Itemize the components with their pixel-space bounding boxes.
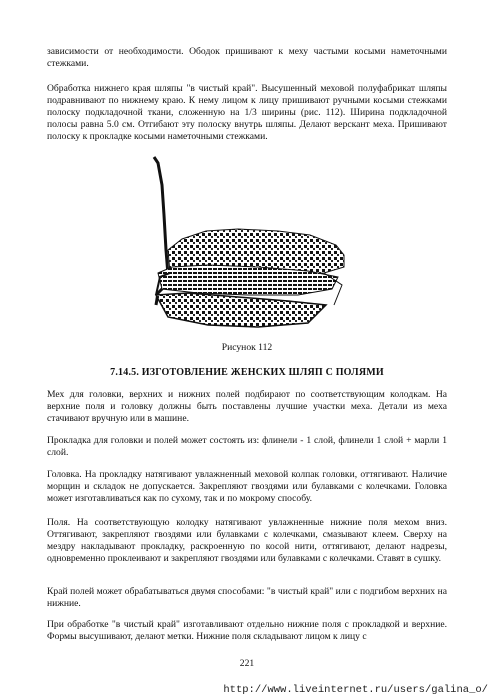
paragraph-crown: Головка. На прокладку натягивают увлажненный меховой колпак головки, оттягивают. Наличие морщин и складок не допускается. Закрепляют гвоздями или булавками с колечками. Головка может изготавливаться как по сухому, так и по мокрому способу. [47, 469, 447, 504]
page-number: 221 [239, 658, 255, 669]
paragraph-brim: Поля. На соответствующую колодку натягивают увлажненные нижние поля мехом вниз. Оттягивают, закрепляют гвоздями или булавками с колечками, смазывают клеем. Сверху на мездру накладывают прокладку, раскроенную по косой нити, оттягивают, делают надрезы, одновременно проклеивают и закрепляют гвоздями или булавками с колечками. Ставят в сушку. [47, 517, 447, 564]
paragraph-lining-layers: Прокладка для головки и полей может состоять из: флинели - 1 слой, флинели 1 слой + марли 1 слой. [47, 435, 447, 458]
paragraph-clean-edge: При обработке "в чистый край" изготавливают отдельно нижние поля с прокладкой и верхние. Формы высушивают, делают метки. Нижние поля складывают лицом к лицу с [47, 619, 447, 642]
paragraph-fur-selection: Мех для головки, верхних и нижних полей подбирают по соответствующим колодкам. На верхние поля и головку должны быть поставлены лучшие участки меха. Детали из меха стачивают вручную или в машине. [47, 389, 447, 424]
paragraph-hem-finishing: Обработка нижнего края шляпы "в чистый край". Высушенный меховой полуфабрикат шляпы подравнивают по нижнему краю. К нему лицом к лицу пришивают ручными косыми стежками полоску подкладочной ткани, сложенную на 1/3 ширины (рис. 112). Ширина подкладочной полосы равна 5.0 см. Отгибают эту полоску внутрь шляпы. Делают верскант меха. Пришивают полоску к прокладке косыми наметочными стежками. [47, 83, 447, 142]
paragraph-brim-edge: Край полей может обрабатываться двумя способами: "в чистый край" или с подгибом верхних на нижние. [47, 586, 447, 609]
figure-112-illustration [148, 155, 353, 335]
figure-caption: Рисунок 112 [221, 342, 273, 353]
source-url-watermark: http://www.liveinternet.ru/users/galina_o/ [223, 684, 488, 696]
paragraph-intro: зависимости от необходимости. Ободок пришивают к меху частыми косыми наметочными стежками. [47, 46, 447, 69]
section-heading: 7.14.5. ИЗГОТОВЛЕНИЕ ЖЕНСКИХ ШЛЯП С ПОЛЯМИ [110, 367, 384, 378]
fur-hem-drawing [148, 155, 353, 335]
